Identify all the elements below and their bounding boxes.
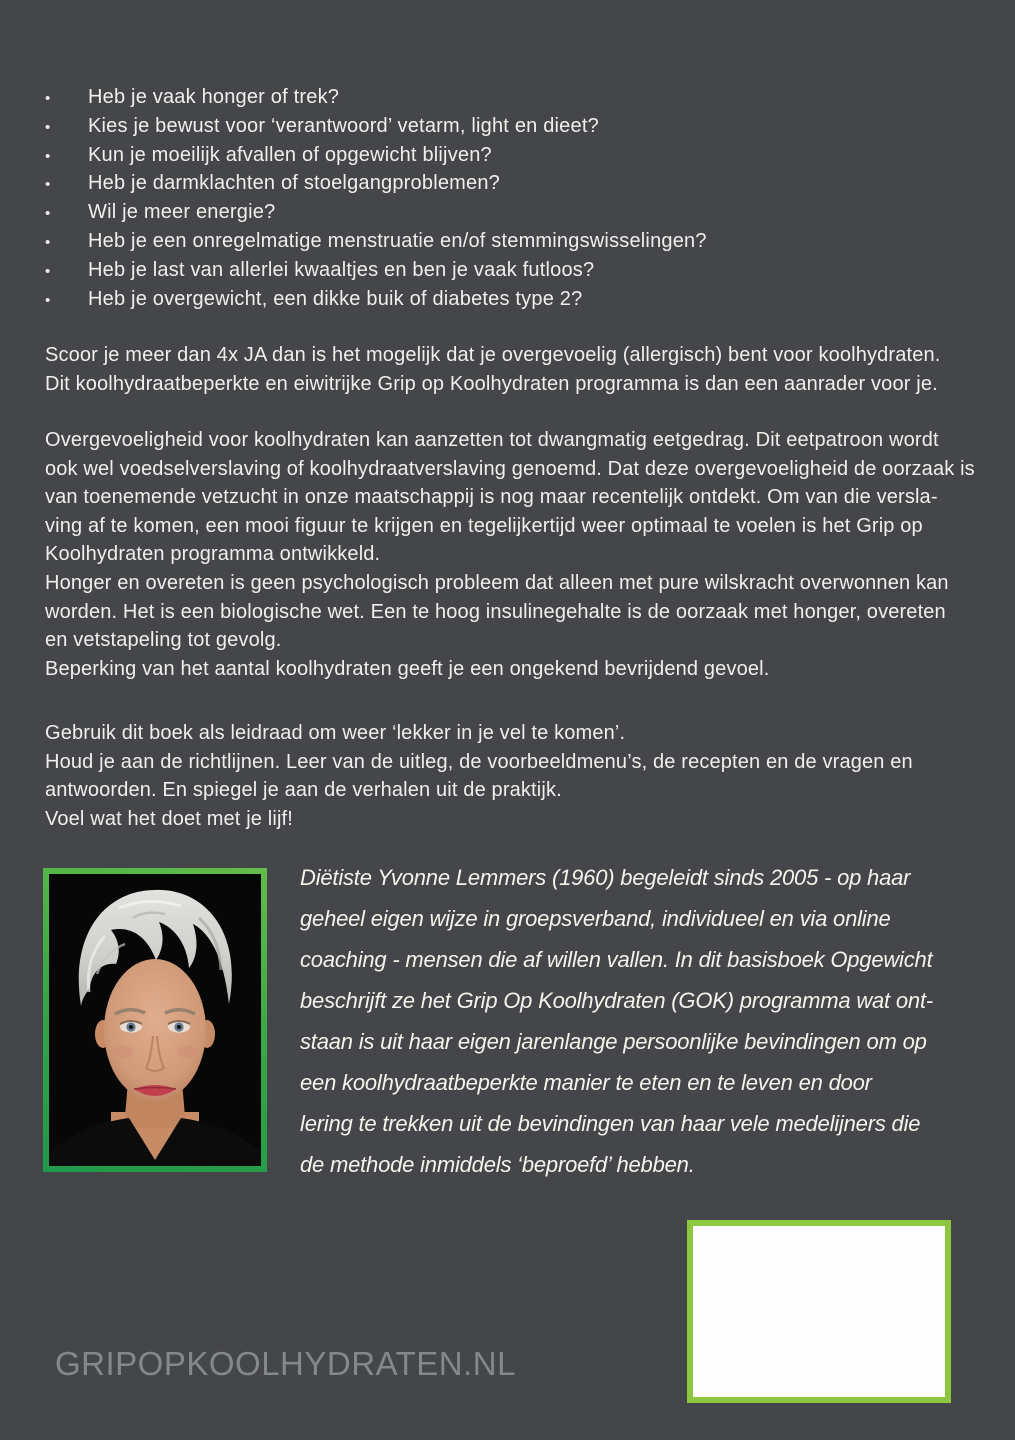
checklist-item-text: Heb je last van allerlei kwaaltjes en ben je vaak futloos? [88,258,595,281]
checklist-item-text: Wil je meer energie? [88,201,276,224]
bio-line: een koolhydraatbeperkte manier te eten en te leven en door [300,1070,872,1095]
isbn-barcode-area [693,1226,945,1397]
bullet-icon: • [45,233,51,251]
checklist-item-text: Heb je overgewicht, een dikke buik of diabetes type 2? [88,287,583,310]
paragraph-line: Houd je aan de richtlijnen. Leer van de uitleg, de voorbeeldmenu’s, de recepten en de vragen en [45,750,913,773]
paragraph-line: Scoor je meer dan 4x JA dan is het mogelijk dat je overgevoelig (allergisch) bent voor koolhydraten. [45,344,941,366]
bio-line: lering te trekken uit de bevindingen van haar vele medelijners die [300,1111,921,1136]
bio-line: beschrijft ze het Grip Op Koolhydraten (GOK) programma wat ont- [300,988,933,1013]
checklist-item [45,169,707,198]
paragraph-line: ook wel voedselverslaving of koolhydraatverslaving genoemd. Dat deze overgevoeligheid de oorzaak is [45,457,975,480]
bullet-icon: • [45,262,51,280]
paragraph-line: Dit koolhydraatbeperkte en eiwitrijke Grip op Koolhydraten programma is dan een aanrader voor je. [45,372,938,395]
checklist-item-text: Heb je een onregelmatige menstruatie en/of stemmingswisselingen? [88,229,707,252]
bio-line: geheel eigen wijze in groepsverband, individueel en via online [300,906,891,931]
paragraph-line: Overgevoeligheid voor koolhydraten kan aanzetten tot dwangmatig eetgedrag. Dit eetpatroon wordt [45,429,939,451]
checklist-item [45,285,707,314]
checklist-item-text: Heb je darmklachten of stoelgangproblemen? [88,172,500,195]
paragraph-line: Voel wat het doet met je lijf! [45,807,293,830]
explanation-paragraph [45,426,975,683]
checklist-item-text: Kun je moeilijk afvallen of opgewicht blijven? [88,143,492,166]
bullet-icon: • [45,205,51,223]
bullet-icon: • [45,118,51,136]
paragraph-line: ving af te komen, een mooi figuur te krijgen en tegelijkertijd weer optimaal te voelen is het Grip op [45,514,923,537]
checklist-item [45,227,707,256]
paragraph-line: worden. Het is een biologische wet. Een te hoog insulinegehalte is de oorzaak met honger, overeten [45,600,946,623]
bullet-icon: • [45,147,51,165]
bullet-icon: • [45,90,51,107]
author-bio [300,857,933,1185]
bio-line: de methode inmiddels ‘beproefd’ hebben. [300,1152,695,1177]
intro-paragraph [45,341,940,398]
paragraph-line: en vetstapeling tot gevolg. [45,629,282,652]
website-wordmark: GRIPOPKOOLHYDRATEN.NL [55,1345,516,1382]
bio-line: staan is uit haar eigen jarenlange persoonlijke bevindingen om op [300,1029,927,1054]
paragraph-line: Koolhydraten programma ontwikkeld. [45,543,381,566]
checklist [45,83,707,313]
checklist-item-text: Kies je bewust voor ‘verantwoord’ vetarm, light en dieet? [88,114,599,137]
paragraph-line: Beperking van het aantal koolhydraten geeft je een ongekend bevrijdend gevoel. [45,657,770,680]
checklist-item [45,83,707,112]
bullet-icon: • [45,291,51,309]
paragraph-line: Honger en overeten is geen psychologisch probleem dat alleen met pure wilskracht overwonnen kan [45,571,949,594]
isbn-barcode-box [687,1220,951,1403]
checklist-item [45,198,707,227]
author-portrait-photo [49,874,261,1166]
bio-line: Diëtiste Yvonne Lemmers (1960) begeleidt sinds 2005 - op haar [300,865,911,890]
checklist-item [45,141,707,170]
checklist-item [45,256,707,285]
bullet-icon: • [45,176,51,194]
checklist-item-text: Heb je vaak honger of trek? [88,86,340,108]
author-photo-frame [43,868,267,1172]
usage-paragraph [45,719,913,833]
paragraph-line: van toenemende vetzucht in onze maatschappij is nog maar recentelijk ontdekt. Om van die versla- [45,486,938,509]
paragraph-line: Gebruik dit boek als leidraad om weer ‘lekker in je vel te komen’. [45,722,626,744]
bio-line: coaching - mensen die af willen vallen. In dit basisboek Opgewicht [300,947,933,972]
paragraph-line: antwoorden. En spiegel je aan de verhalen uit de praktijk. [45,779,562,802]
checklist-item [45,112,707,141]
